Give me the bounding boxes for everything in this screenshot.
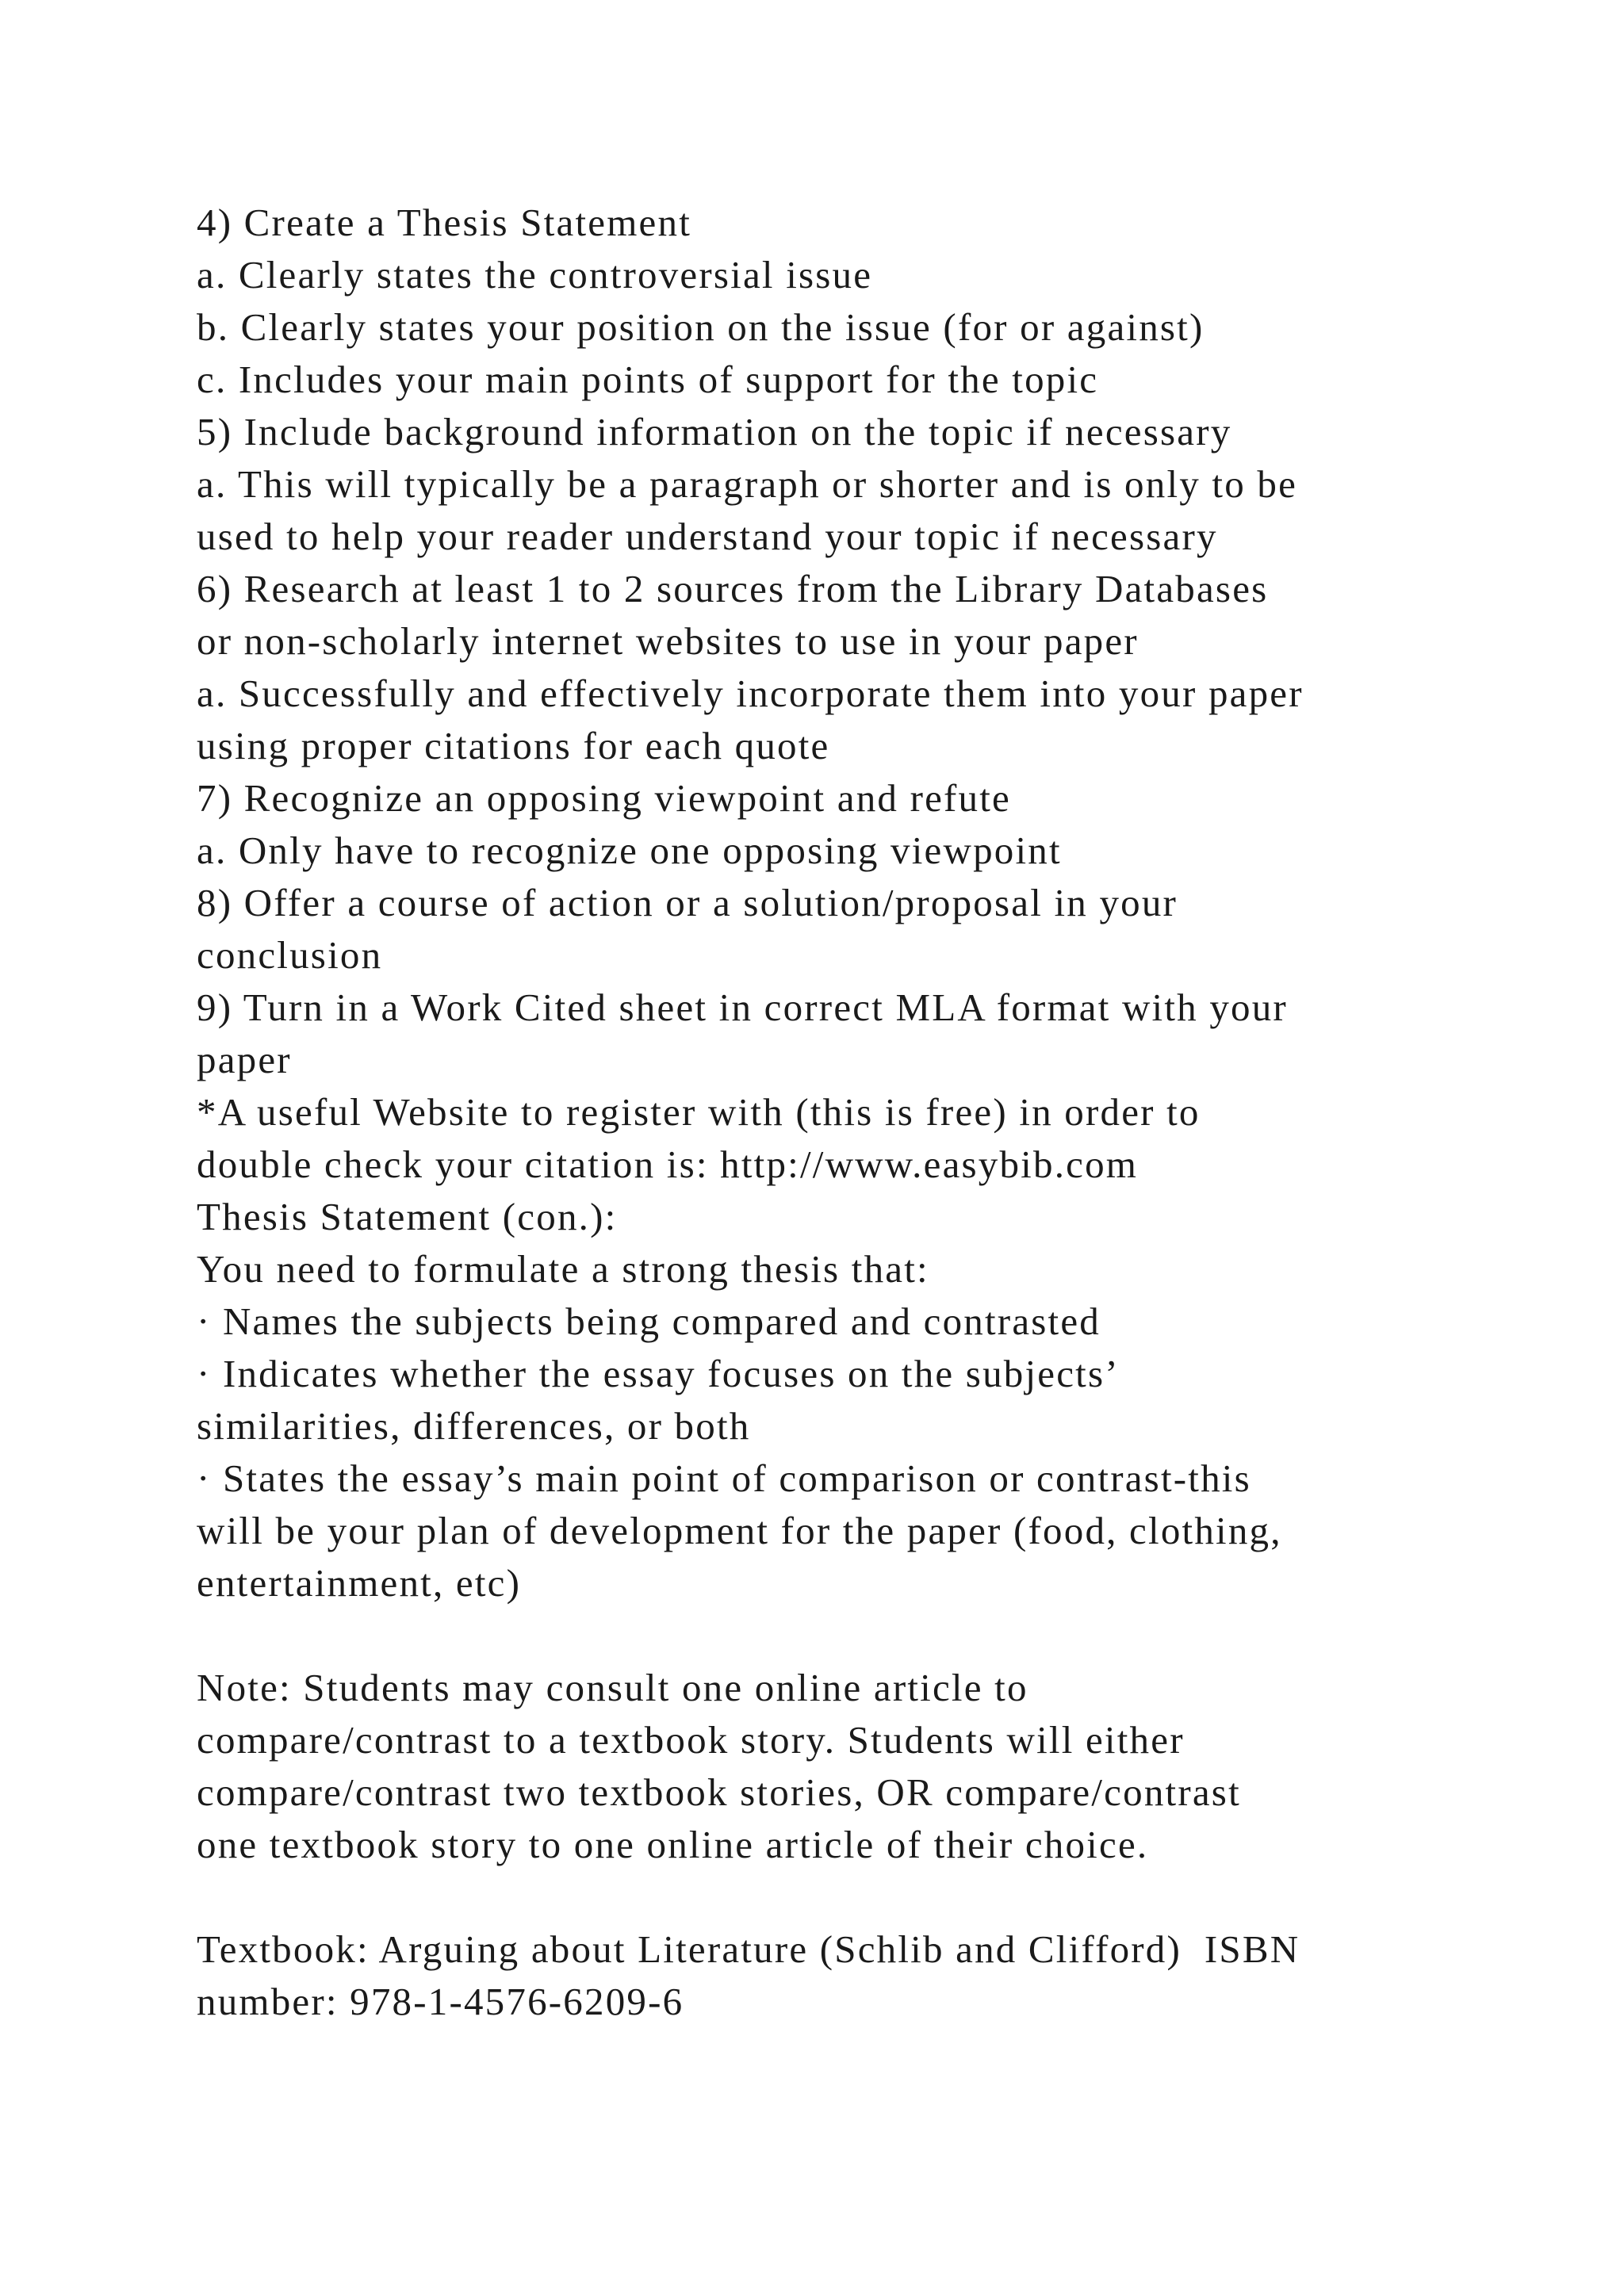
blank-line: [197, 1609, 1497, 1662]
text-line: 8) Offer a course of action or a solution/proposal in your: [197, 881, 1178, 924]
text-line: number: 978-1-4576-6209-6: [197, 1980, 684, 2023]
text-line: 5) Include background information on the topic if necessary: [197, 410, 1232, 453]
text-line: a. Only have to recognize one opposing viewpoint: [197, 828, 1062, 872]
text-line: used to help your reader understand your topic if necessary: [197, 515, 1218, 558]
text-line: 6) Research at least 1 to 2 sources from the Library Databases: [197, 567, 1269, 610]
text-line: compare/contrast two textbook stories, OR compare/contrast: [197, 1770, 1241, 1814]
text-line: · Indicates whether the essay focuses on the subjects’: [197, 1352, 1120, 1395]
text-line: will be your plan of development for the paper (food, clothing,: [197, 1509, 1282, 1552]
text-line: b. Clearly states your position on the issue (for or against): [197, 305, 1205, 349]
text-line: one textbook story to one online article of their choice.: [197, 1823, 1149, 1866]
text-line: · States the essay’s main point of comparison or contrast-this: [197, 1456, 1251, 1500]
text-line: a. This will typically be a paragraph or shorter and is only to be: [197, 462, 1298, 506]
document-body: [197, 197, 1497, 2028]
text-line: 9) Turn in a Work Cited sheet in correct MLA format with your: [197, 985, 1288, 1029]
text-line: a. Clearly states the controversial issue: [197, 253, 873, 297]
text-line: Textbook: Arguing about Literature (Schlib and Clifford) ISBN: [197, 1927, 1300, 1971]
text-line: or non-scholarly internet websites to use in your paper: [197, 619, 1139, 663]
text-line: c. Includes your main points of support for the topic: [197, 358, 1099, 401]
text-line: similarities, differences, or both: [197, 1404, 751, 1448]
text-line: paper: [197, 1038, 292, 1081]
text-line: 4) Create a Thesis Statement: [197, 201, 692, 244]
text-line: a. Successfully and effectively incorporate them into your paper: [197, 672, 1304, 715]
text-line: entertainment, etc): [197, 1561, 522, 1605]
text-line: *A useful Website to register with (this is free) in order to: [197, 1090, 1201, 1134]
text-line: Thesis Statement (con.):: [197, 1195, 618, 1238]
text-line: 7) Recognize an opposing viewpoint and refute: [197, 776, 1012, 820]
text-line: Note: Students may consult one online article to: [197, 1666, 1028, 1709]
blank-line: [197, 1871, 1497, 1923]
text-line: You need to formulate a strong thesis that:: [197, 1247, 929, 1291]
text-line: double check your citation is: http://www.easybib.com: [197, 1142, 1139, 1186]
text-line: using proper citations for each quote: [197, 724, 830, 767]
text-line: · Names the subjects being compared and contrasted: [197, 1299, 1101, 1343]
text-line: compare/contrast to a textbook story. Students will either: [197, 1718, 1185, 1762]
text-line: conclusion: [197, 933, 383, 977]
